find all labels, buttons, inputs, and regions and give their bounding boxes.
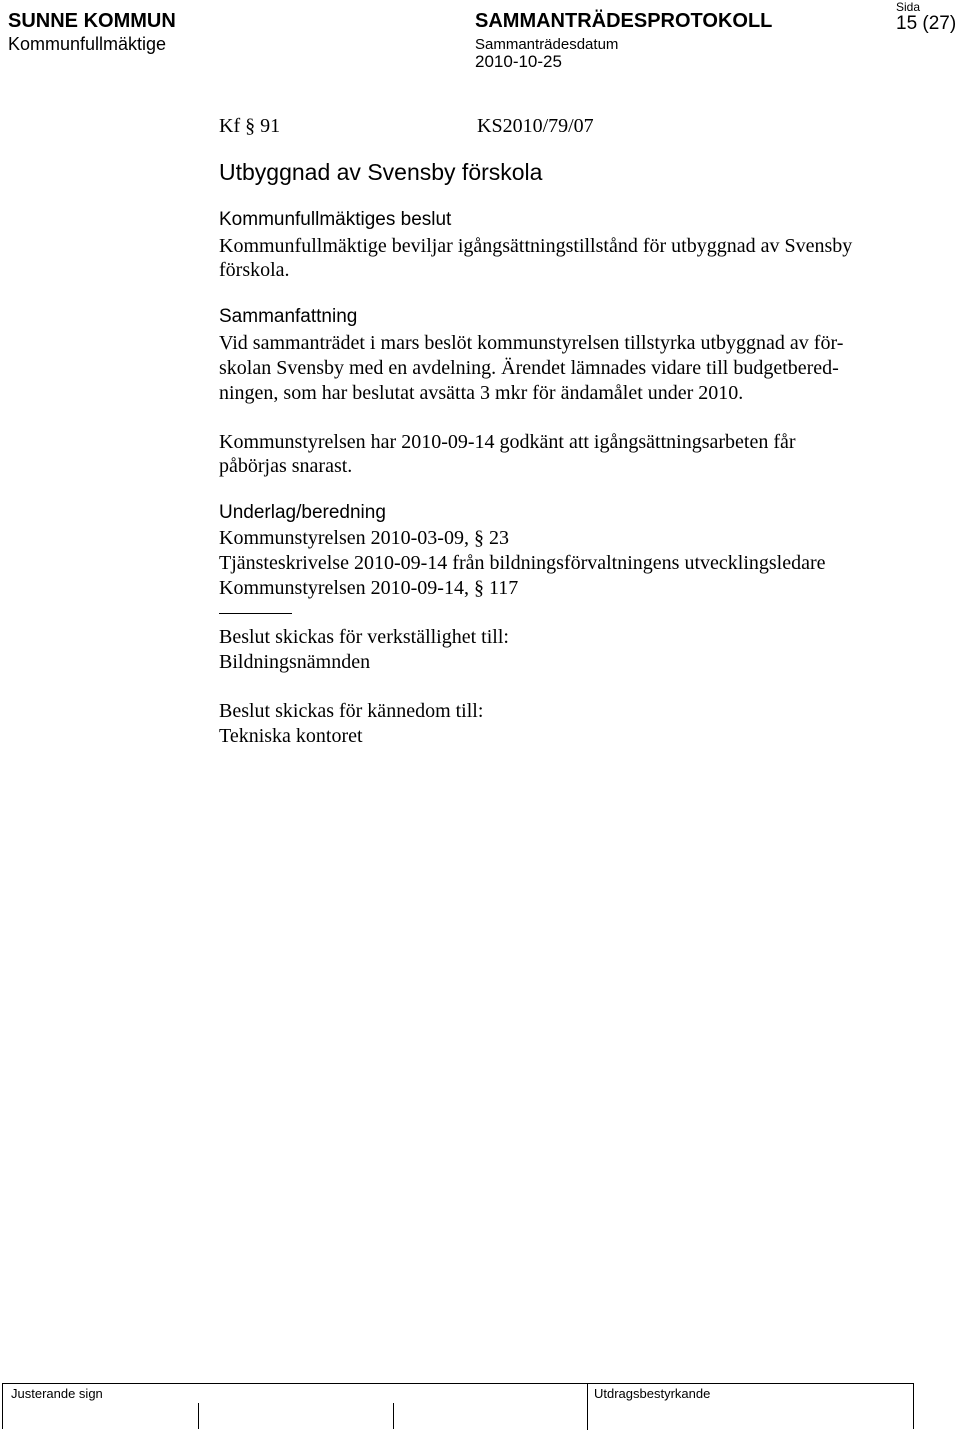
signature-box-divider xyxy=(198,1403,199,1429)
summary-line: påbörjas snarast. xyxy=(219,455,353,477)
document-type: SAMMANTRÄDESPROTOKOLL xyxy=(475,10,773,32)
signature-section-divider xyxy=(587,1384,588,1430)
decision-line: Kommunfullmäktige beviljar igångsättningstillstånd för utbyggnad av Svensby xyxy=(219,235,853,257)
page-label: Sida xyxy=(896,0,921,14)
basis-item: Kommunstyrelsen 2010-09-14, § 117 xyxy=(219,577,519,599)
meeting-date: 2010-10-25 xyxy=(475,52,562,71)
basis-item: Tjänsteskrivelse 2010-09-14 från bildningsförvaltningens utvecklingsledare xyxy=(219,552,826,574)
execution-label: Beslut skickas för verkställighet till: xyxy=(219,626,509,648)
info-recipient: Tekniska kontoret xyxy=(219,725,363,747)
basis-heading: Underlag/beredning xyxy=(219,502,386,523)
summary-line: Vid sammanträdet i mars beslöt kommunstyrelsen tillstyrka utbyggnad av för- xyxy=(219,332,844,354)
adjuster-sign-label: Justerande sign xyxy=(11,1386,103,1401)
summary-line: skolan Svensby med en avdelning. Ärendet lämnades vidare till budgetbered- xyxy=(219,357,839,379)
paragraph-reference: Kf § 91 xyxy=(219,115,281,137)
separator-rule xyxy=(219,613,292,614)
item-title: Utbyggnad av Svensby förskola xyxy=(219,159,543,185)
basis-item: Kommunstyrelsen 2010-03-09, § 23 xyxy=(219,527,509,549)
execution-recipient: Bildningsnämnden xyxy=(219,651,371,673)
decision-heading: Kommunfullmäktiges beslut xyxy=(219,209,452,230)
extract-certifier-label: Utdragsbestyrkande xyxy=(594,1386,711,1401)
signature-box-divider xyxy=(393,1403,394,1429)
organization-name: SUNNE KOMMUN xyxy=(8,10,176,32)
summary-heading: Sammanfattning xyxy=(219,306,358,327)
decision-line: förskola. xyxy=(219,259,290,281)
summary-line: ningen, som har beslutat avsätta 3 mkr för ändamålet under 2010. xyxy=(219,382,744,404)
info-label: Beslut skickas för kännedom till: xyxy=(219,700,484,722)
governing-body: Kommunfullmäktige xyxy=(8,34,167,54)
page-number: 15 (27) xyxy=(896,13,957,34)
signature-footer xyxy=(2,1383,914,1429)
case-number: KS2010/79/07 xyxy=(477,115,594,137)
meeting-date-label: Sammanträdesdatum xyxy=(475,36,619,53)
summary-line: Kommunstyrelsen har 2010-09-14 godkänt att igångsättningsarbeten får xyxy=(219,431,796,453)
